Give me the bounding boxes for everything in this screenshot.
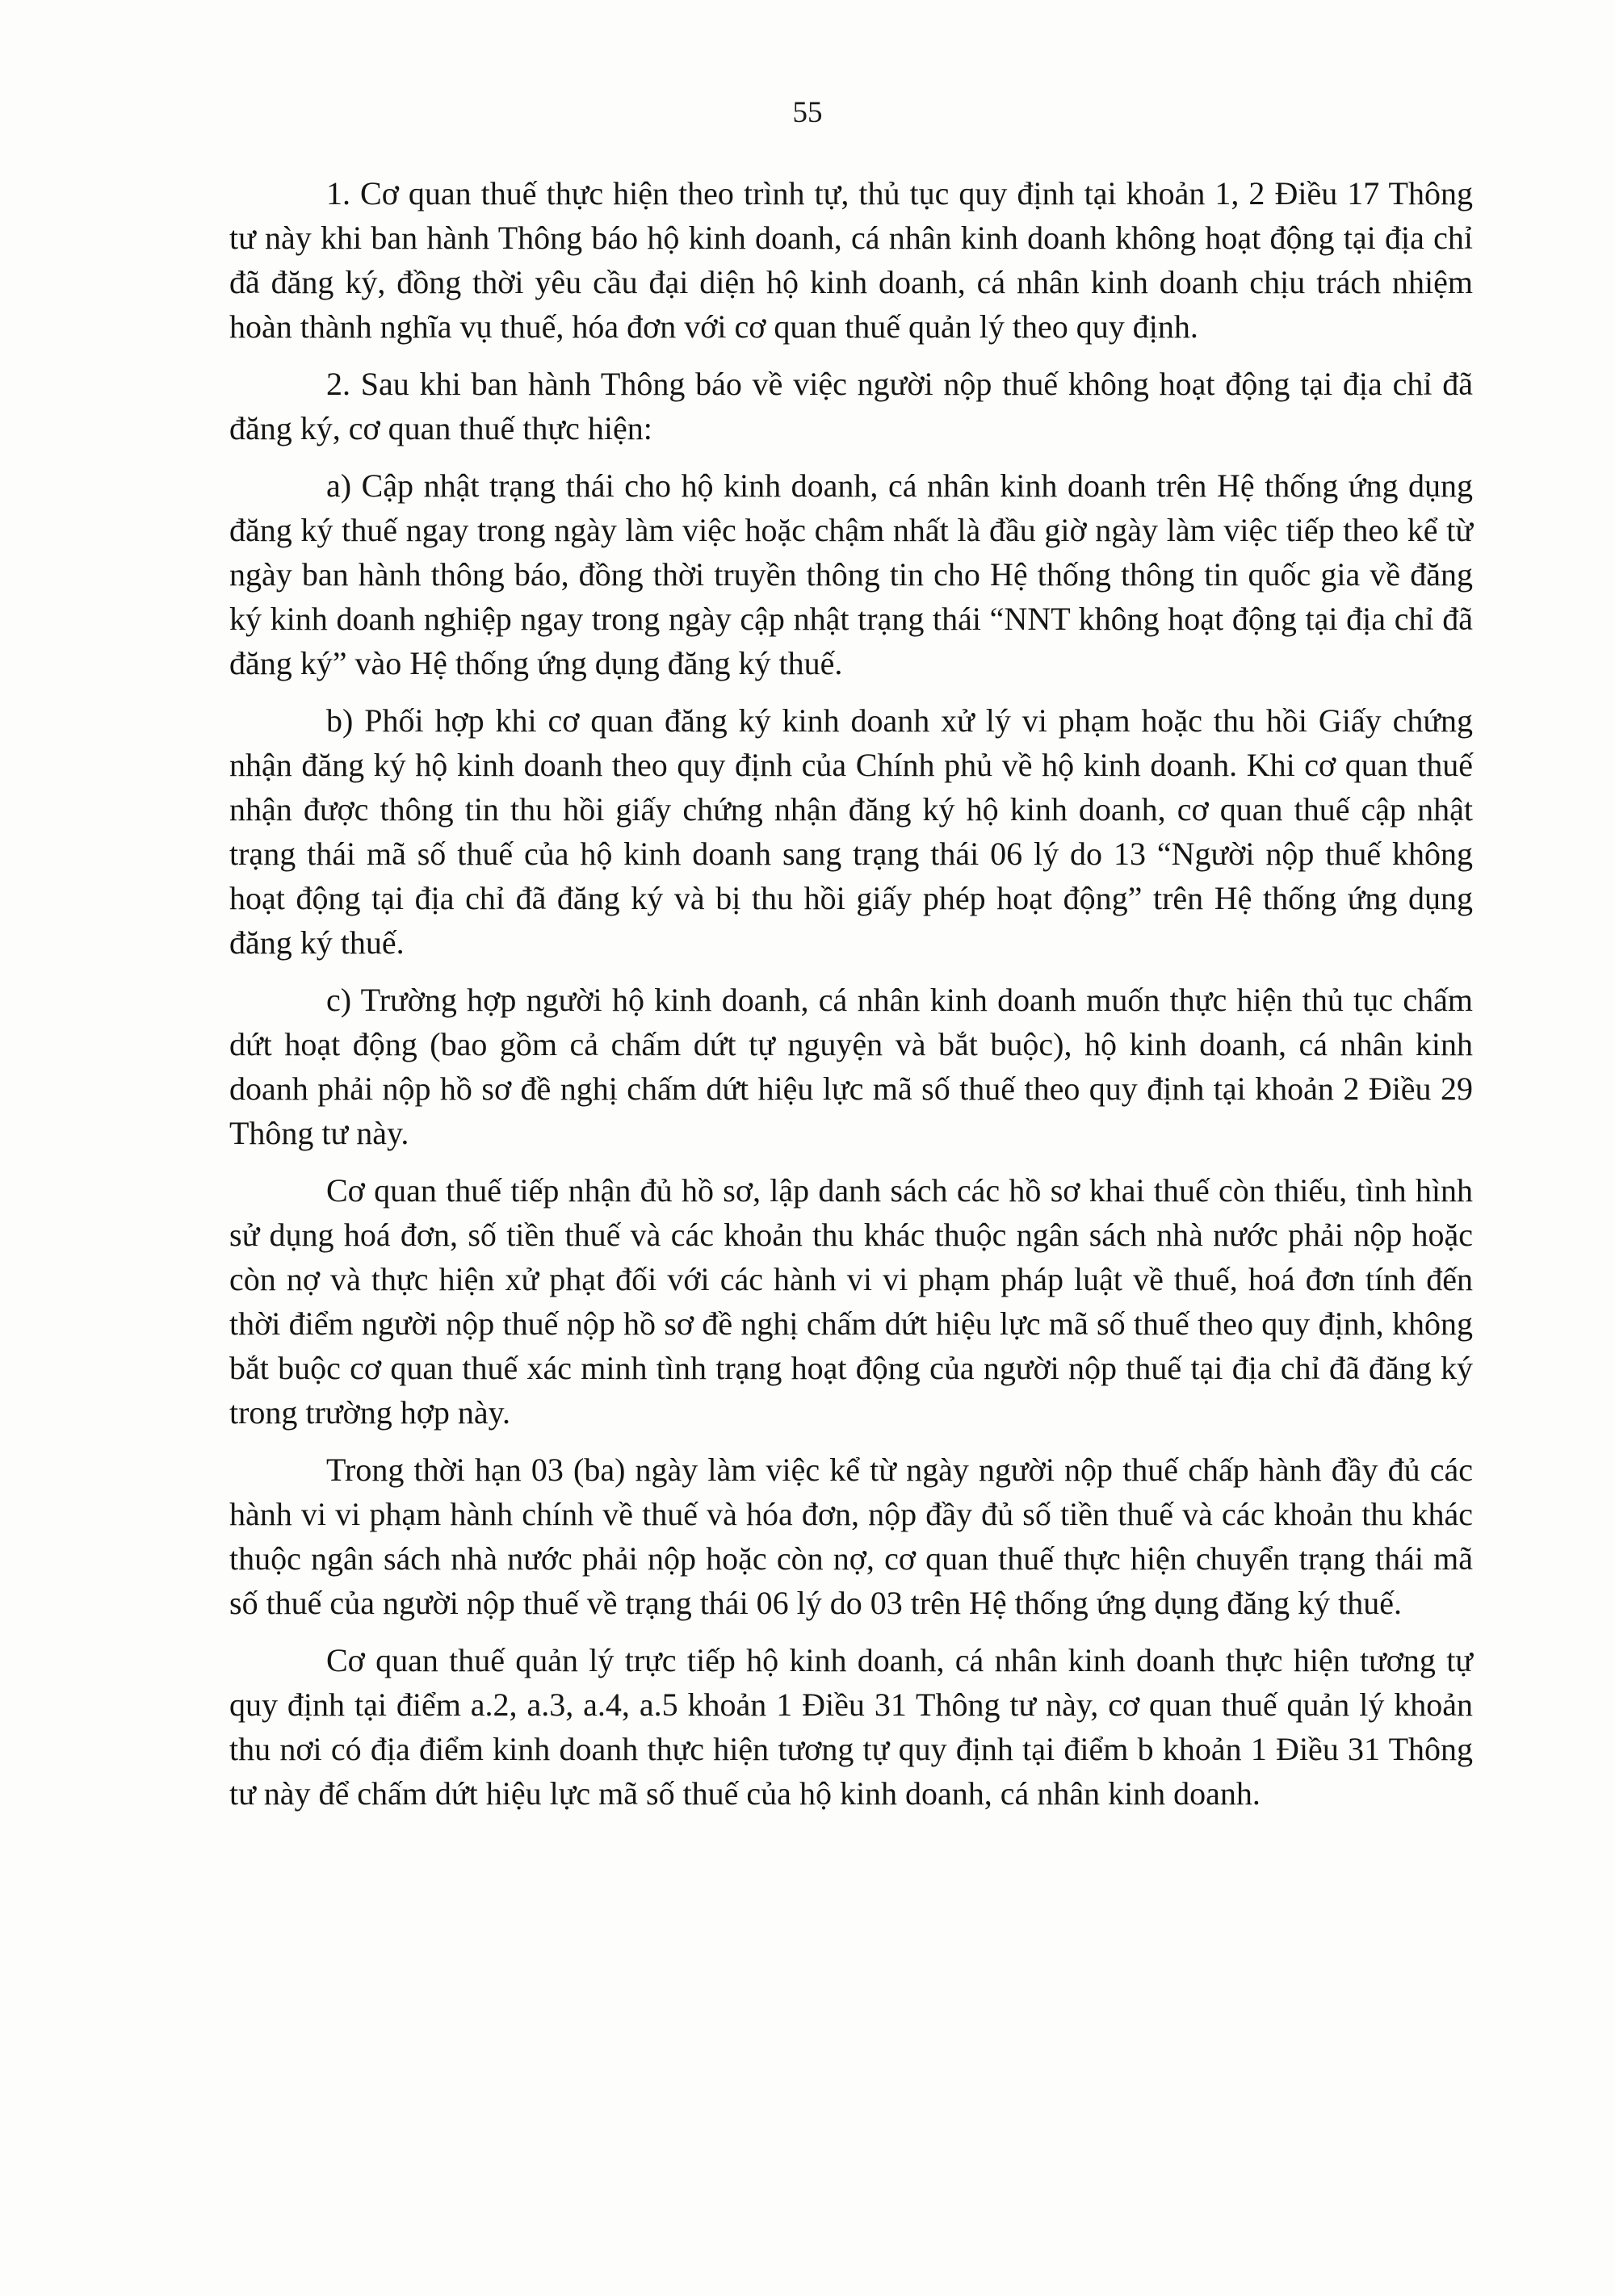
paragraph-2c-deadline: Trong thời hạn 03 (ba) ngày làm việc kể từ ngày người nộp thuế chấp hành đầy đủ các hành vi vi phạm hành chính về thuế và hóa đơn, nộp đầy đủ số tiền thuế và các khoản thu khác thuộc ngân sách nhà nước phải nộp hoặc còn nợ, cơ quan thuế thực hiện chuyển trạng thái mã số thuế của người nộp thuế về trạng thái 06 lý do 03 trên Hệ thống ứng dụng đăng ký thuế. [229, 1452, 1473, 1621]
document-body [229, 171, 1473, 1829]
paragraph-2c-direct-management: Cơ quan thuế quản lý trực tiếp hộ kinh doanh, cá nhân kinh doanh thực hiện tương tự quy định tại điểm a.2, a.3, a.4, a.5 khoản 1 Điều 31 Thông tư này, cơ quan thuế quản lý khoản thu nơi có địa điểm kinh doanh thực hiện tương tự quy định tại điểm b khoản 1 Điều 31 Thông tư này để chấm dứt hiệu lực mã số thuế của hộ kinh doanh, cá nhân kinh doanh. [229, 1642, 1473, 1812]
paragraph-2: 2. Sau khi ban hành Thông báo về việc người nộp thuế không hoạt động tại địa chỉ đã đăng ký, cơ quan thuế thực hiện: [229, 366, 1473, 446]
paragraph-2c: c) Trường hợp người hộ kinh doanh, cá nhân kinh doanh muốn thực hiện thủ tục chấm dứt hoạt động (bao gồm cả chấm dứt tự nguyện và bắt buộc), hộ kinh doanh, cá nhân kinh doanh phải nộp hồ sơ đề nghị chấm dứt hiệu lực mã số thuế theo quy định tại khoản 2 Điều 29 Thông tư này. [229, 982, 1473, 1151]
paragraph-2c-reception: Cơ quan thuế tiếp nhận đủ hồ sơ, lập danh sách các hồ sơ khai thuế còn thiếu, tình hình sử dụng hoá đơn, số tiền thuế và các khoản thu khác thuộc ngân sách nhà nước phải nộp hoặc còn nợ và thực hiện xử phạt đối với các hành vi vi phạm pháp luật về thuế, hoá đơn tính đến thời điểm người nộp thuế nộp hồ sơ đề nghị chấm dứt hiệu lực mã số thuế theo quy định, không bắt buộc cơ quan thuế xác minh tình trạng hoạt động của người nộp thuế tại địa chỉ đã đăng ký trong trường hợp này. [229, 1172, 1473, 1431]
paragraph-2b: b) Phối hợp khi cơ quan đăng ký kinh doanh xử lý vi phạm hoặc thu hồi Giấy chứng nhận đăng ký hộ kinh doanh theo quy định của Chính phủ về hộ kinh doanh. Khi cơ quan thuế nhận được thông tin thu hồi giấy chứng nhận đăng ký hộ kinh doanh, cơ quan thuế cập nhật trạng thái mã số thuế của hộ kinh doanh sang trạng thái 06 lý do 13 “Người nộp thuế không hoạt động tại địa chỉ đã đăng ký và bị thu hồi giấy phép hoạt động” trên Hệ thống ứng dụng đăng ký thuế. [229, 702, 1473, 961]
page-number: 55 [792, 96, 823, 129]
paragraph-1: 1. Cơ quan thuế thực hiện theo trình tự, thủ tục quy định tại khoản 1, 2 Điều 17 Thông tư này khi ban hành Thông báo hộ kinh doanh, cá nhân kinh doanh không hoạt động tại địa chỉ đã đăng ký, đồng thời yêu cầu đại diện hộ kinh doanh, cá nhân kinh doanh chịu trách nhiệm hoàn thành nghĩa vụ thuế, hóa đơn với cơ quan thuế quản lý theo quy định. [229, 175, 1473, 345]
paragraph-2a: a) Cập nhật trạng thái cho hộ kinh doanh, cá nhân kinh doanh trên Hệ thống ứng dụng đăng ký thuế ngay trong ngày làm việc hoặc chậm nhất là đầu giờ ngày làm việc tiếp theo kể từ ngày ban hành thông báo, đồng thời truyền thông tin cho Hệ thống thông tin quốc gia về đăng ký kinh doanh nghiệp ngay trong ngày cập nhật trạng thái “NNT không hoạt động tại địa chỉ đã đăng ký” vào Hệ thống ứng dụng đăng ký thuế. [229, 467, 1473, 681]
